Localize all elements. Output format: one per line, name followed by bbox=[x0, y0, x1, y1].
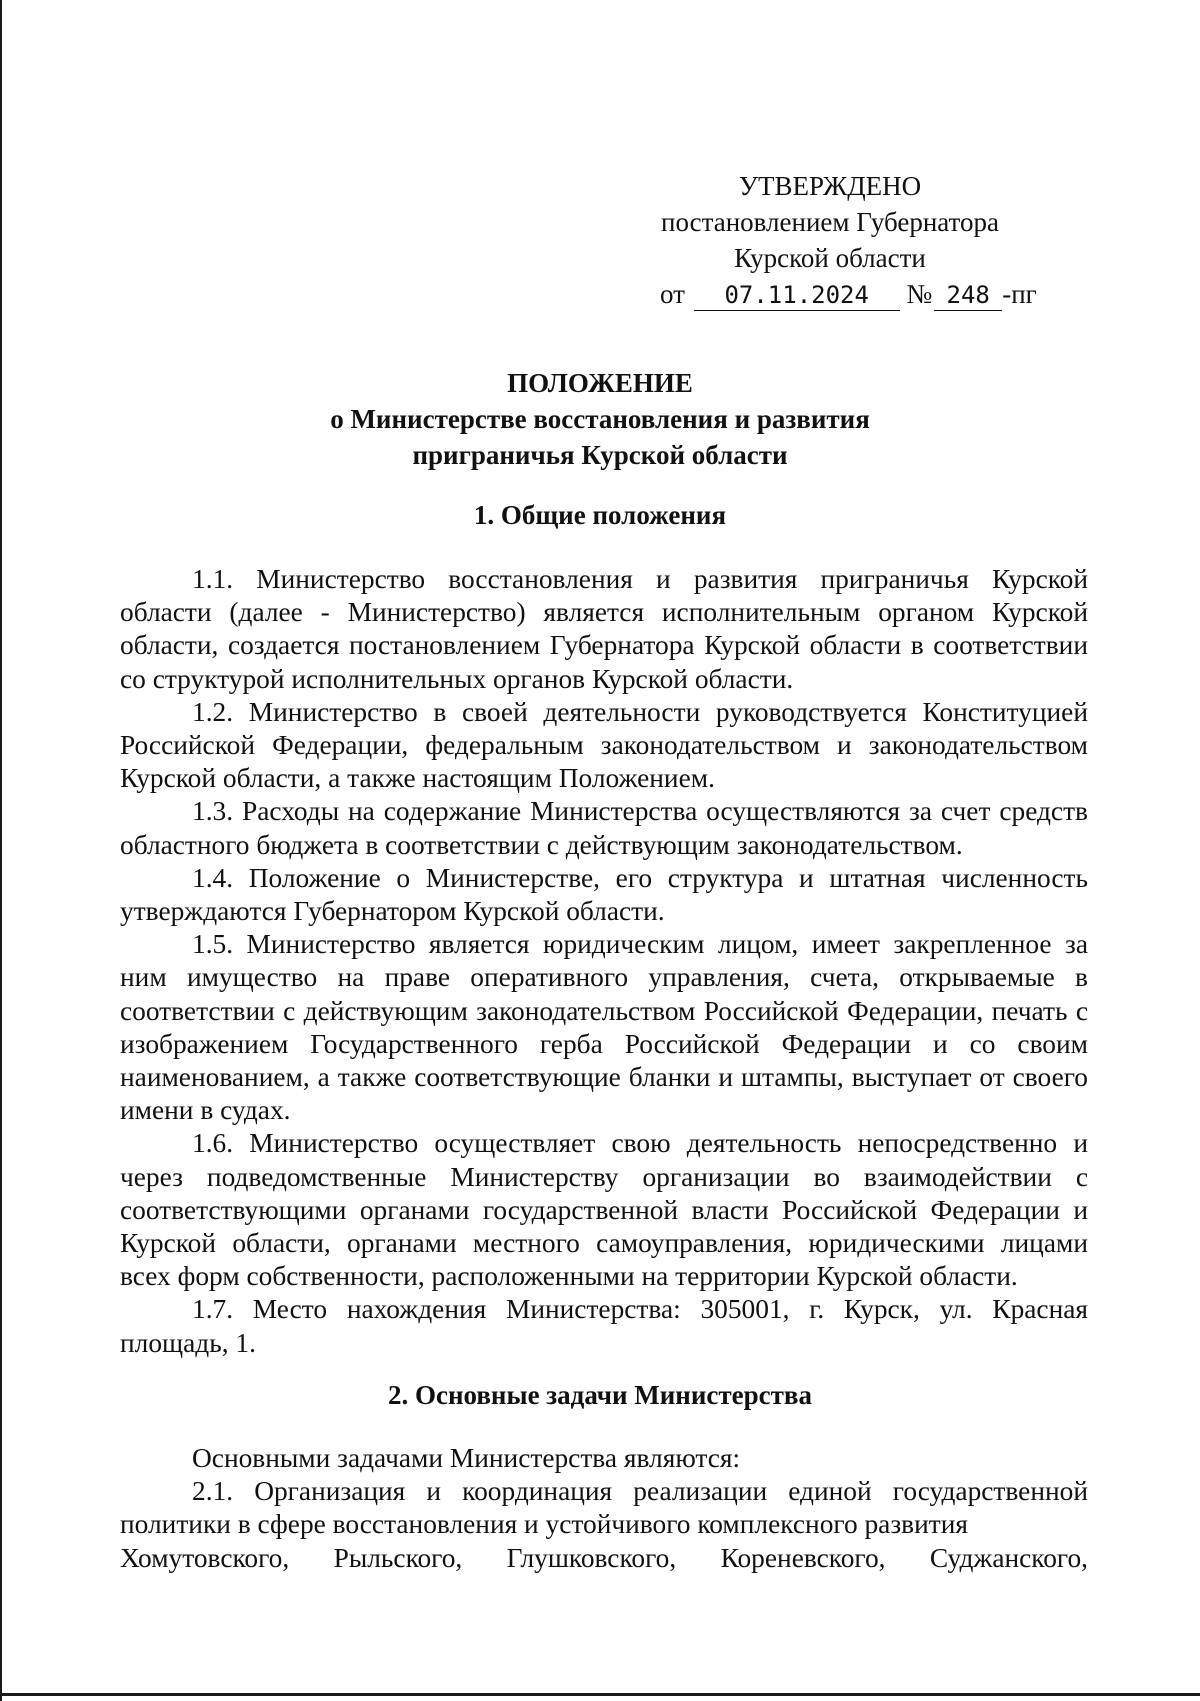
document-header bbox=[120, 365, 1080, 473]
scan-edge-bottom bbox=[0, 1693, 1200, 1696]
section-1-heading: 1. Общие положения bbox=[473, 500, 727, 530]
approval-date: 07.11.2024 bbox=[694, 280, 900, 311]
paragraph-1-1: 1.1. Министерство восстановления и развития приграничья Курской области (далее - Министерство) является исполнительным органом Курской области, создается постановлением Губернатора Курской области в соответствии со структурой исполнительных органов Курской области. bbox=[120, 564, 1088, 694]
paragraph-1-2: 1.2. Министерство в своей деятельности руководствуется Конституцией Российской Федерации, федеральным законодательством и законодательством Курской области, а также настоящим Положением. bbox=[120, 696, 1088, 794]
paragraph-1-3: 1.3. Расходы на содержание Министерства осуществляются за счет средств областного бюджета в соответствии с действующим законодательством. bbox=[120, 796, 1088, 860]
document-subtitle-line-1: о Министерстве восстановления и развития bbox=[330, 404, 870, 434]
approval-by-line-2: Курской области bbox=[734, 243, 926, 273]
approval-stamp-block bbox=[620, 168, 1040, 312]
paragraph-1-4: 1.4. Положение о Министерстве, его структура и штатная численность утверждаются Губернатором Курской области. bbox=[120, 862, 1088, 927]
number-suffix: -пг bbox=[1002, 279, 1037, 309]
paragraph-2-1-continued: Хомутовского, Рыльского, Глушковского, Кореневского, Суджанского, bbox=[120, 1542, 1088, 1573]
approval-title: УТВЕРЖДЕНО bbox=[738, 171, 922, 201]
approval-number: 248 bbox=[934, 280, 1002, 311]
approval-date-line bbox=[620, 276, 1040, 312]
paragraph-1-7: 1.7. Место нахождения Министерства: 305001, г. Курск, ул. Красная площадь, 1. bbox=[120, 1294, 1088, 1358]
paragraph-1-5: 1.5. Министерство является юридическим лицом, имеет закрепленное за ним имущество на праве оперативного управления, счета, открываемые в соответствии с действующим законодательством Российской Федерации, печать с изображением Государственного герба Российской Федерации и со своим наименованием, а также соответствующие бланки и штампы, выступает от своего имени в судах. bbox=[120, 929, 1088, 1126]
paragraph-2-1: 2.1. Организация и координация реализации единой государственной политики в сфере восстановления и устойчивого комплексного развития bbox=[120, 1476, 1088, 1540]
approval-by-line-1: постановлением Губернатора bbox=[661, 207, 999, 237]
paragraph-1-6: 1.6. Министерство осуществляет свою деятельность непосредственно и через подведомственные Министерству организации во взаимодействии с соответствующими органами государственной власти Российской Федерации и Курской области, органами местного самоуправления, юридическими лицами всех форм собственности, расположенными на территории Курской области. bbox=[120, 1128, 1088, 1292]
section-2-intro: Основными задачами Министерства являются: bbox=[192, 1443, 741, 1473]
document-title: ПОЛОЖЕНИЕ bbox=[507, 368, 693, 398]
section-2-heading: 2. Основные задачи Министерства bbox=[387, 1380, 812, 1410]
section-2-body bbox=[120, 1442, 1088, 1575]
section-1-body bbox=[120, 563, 1088, 1360]
date-prefix: от bbox=[660, 279, 685, 309]
number-prefix: № bbox=[906, 279, 933, 309]
document-subtitle-line-2: приграничья Курской области bbox=[412, 440, 788, 470]
scan-edge-left bbox=[0, 0, 2, 1701]
